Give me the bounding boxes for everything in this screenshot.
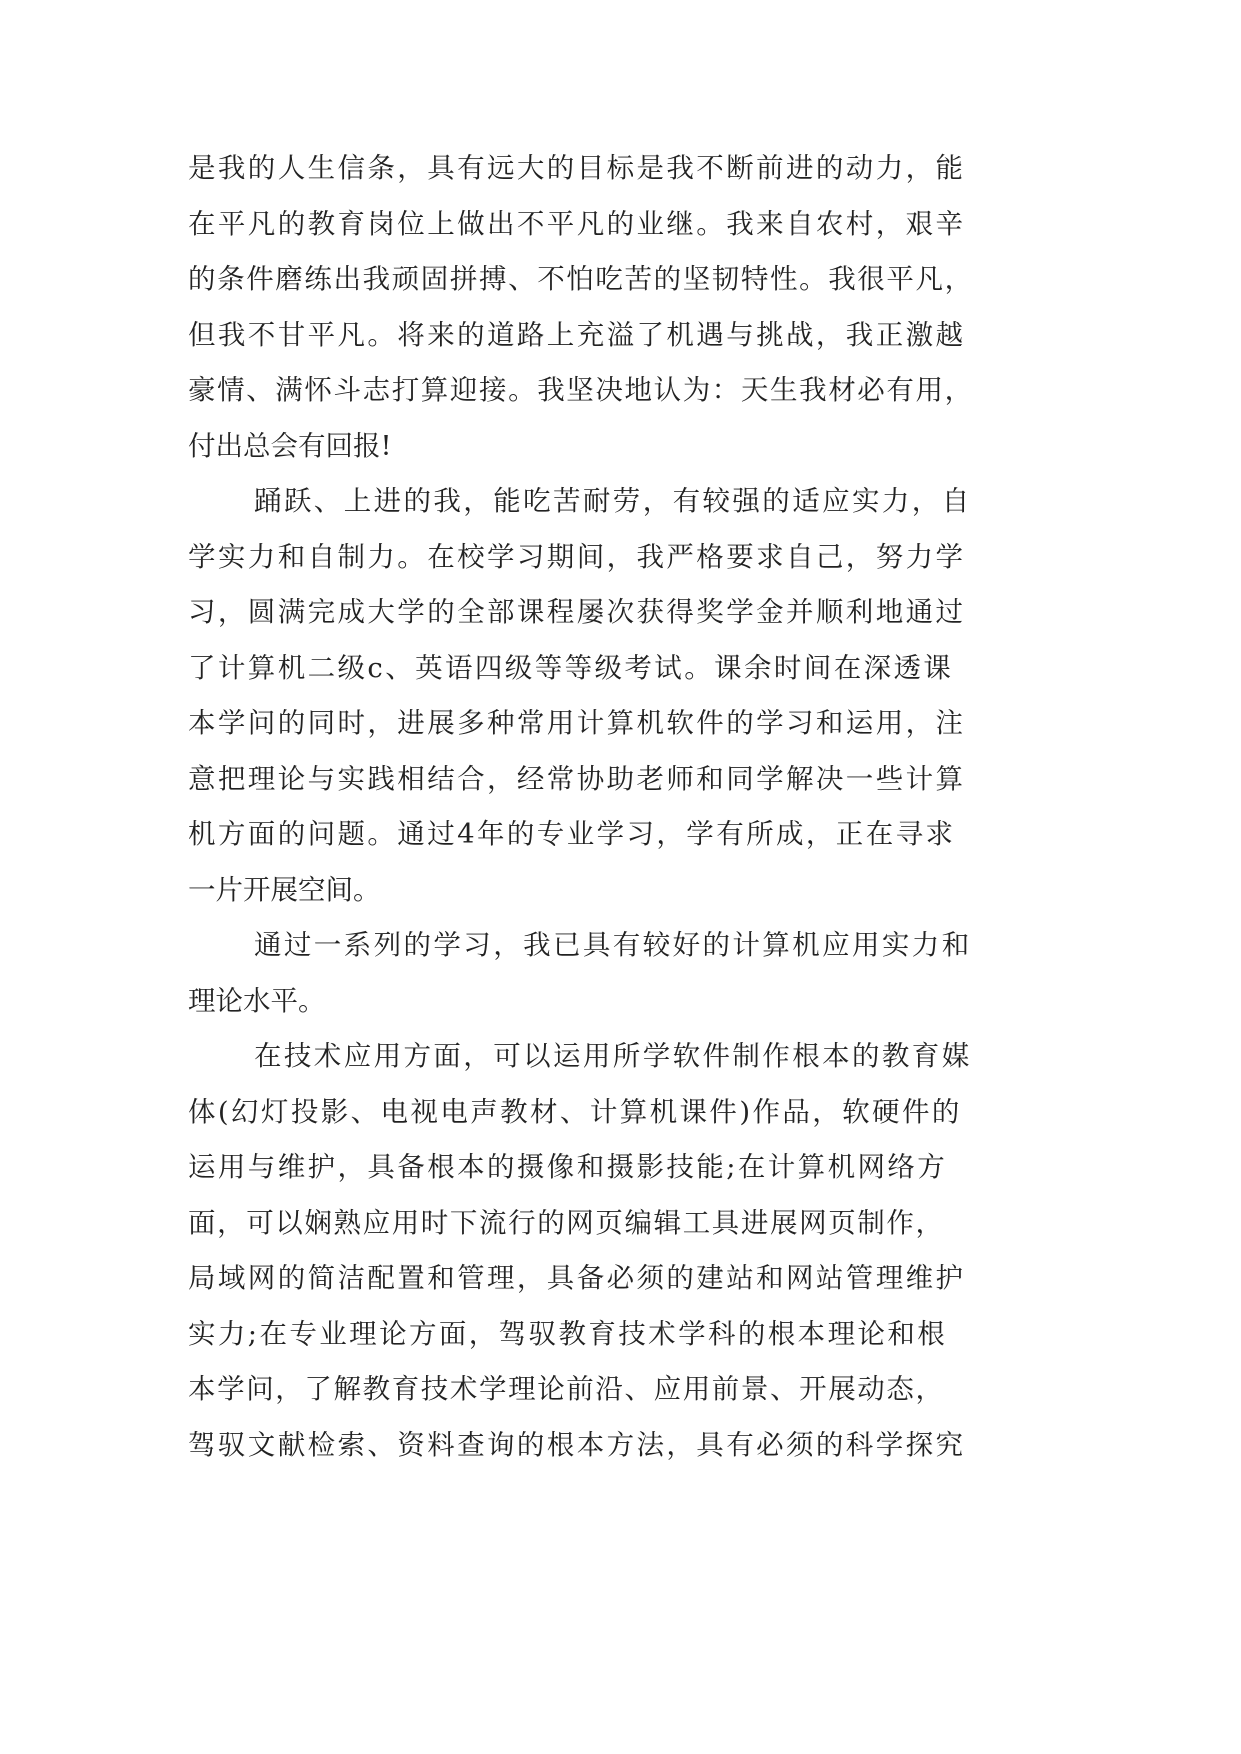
paragraph-2-line-6: 意把理论与实践相结合，经常协助老师和同学解决一些计算 bbox=[188, 763, 966, 795]
paragraph-1-line-1: 是我的人生信条，具有远大的目标是我不断前进的动力，能 bbox=[188, 152, 966, 184]
paragraph-4-line-7: 本学问，了解教育技术学理论前沿、应用前景、开展动态， bbox=[188, 1373, 945, 1405]
paragraph-1-line-3: 的条件磨练出我顽固拼搏、不怕吃苦的坚韧特性。我很平凡， bbox=[188, 263, 974, 295]
paragraph-4-line-1: 在技术应用方面，可以运用所学软件制作根本的教育媒 bbox=[254, 1040, 972, 1072]
paragraph-2-line-7: 机方面的问题。通过4年的专业学习，学有所成，正在寻求 bbox=[188, 818, 956, 850]
paragraph-1-line-2: 在平凡的教育岗位上做出不平凡的业继。我来自农村，艰辛 bbox=[188, 208, 966, 240]
paragraph-1-line-5: 豪情、满怀斗志打算迎接。我坚决地认为：天生我材必有用， bbox=[188, 374, 974, 406]
paragraph-3-line-1: 通过一系列的学习，我已具有较好的计算机应用实力和 bbox=[254, 929, 972, 961]
paragraph-4-line-2: 体(幻灯投影、电视电声教材、计算机课件)作品，软硬件的 bbox=[188, 1096, 962, 1128]
paragraph-4-line-5: 局域网的简洁配置和管理，具备必须的建站和网站管理维护 bbox=[188, 1262, 966, 1294]
paragraph-2-line-1: 踊跃、上进的我，能吃苦耐劳，有较强的适应实力，自 bbox=[254, 485, 972, 517]
paragraph-1-line-4: 但我不甘平凡。将来的道路上充溢了机遇与挑战，我正激越 bbox=[188, 319, 966, 351]
paragraph-4-line-6: 实力;在专业理论方面，驾驭教育技术学科的根本理论和根 bbox=[188, 1318, 948, 1350]
paragraph-1-line-6: 付出总会有回报! bbox=[188, 430, 392, 462]
paragraph-3-line-2: 理论水平。 bbox=[188, 985, 326, 1017]
paragraph-4-line-8: 驾驭文献检索、资料查询的根本方法，具有必须的科学探究 bbox=[188, 1429, 966, 1461]
paragraph-2-line-4: 了计算机二级c、英语四级等等级考试。课余时间在深透课 bbox=[188, 652, 954, 684]
paragraph-2-line-5: 本学问的同时，进展多种常用计算机软件的学习和运用，注 bbox=[188, 707, 966, 739]
paragraph-2-line-8: 一片开展空间。 bbox=[188, 874, 381, 906]
paragraph-2-line-3: 习，圆满完成大学的全部课程屡次获得奖学金并顺利地通过 bbox=[188, 596, 966, 628]
paragraph-4-line-4: 面，可以娴熟应用时下流行的网页编辑工具进展网页制作， bbox=[188, 1207, 945, 1239]
paragraph-4-line-3: 运用与维护，具备根本的摄像和摄影技能;在计算机网络方 bbox=[188, 1151, 948, 1183]
paragraph-2-line-2: 学实力和自制力。在校学习期间，我严格要求自己，努力学 bbox=[188, 541, 966, 573]
